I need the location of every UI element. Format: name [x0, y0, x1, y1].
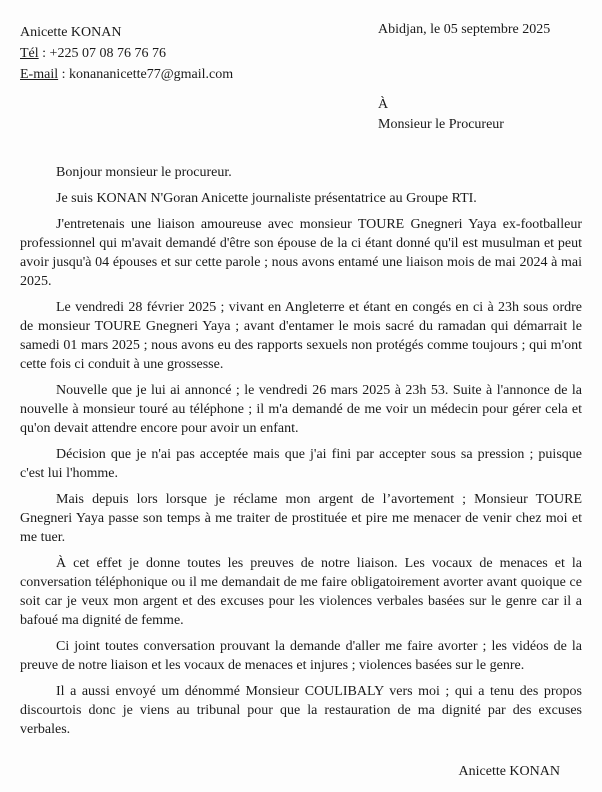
paragraph-attachments: Ci joint toutes conversation prouvant la demande d'aller me faire avorter ; les vidéos de la preuve de notre liaison et les vocaux de menaces et injures ; violences basées sur le genre.: [20, 639, 582, 673]
sender-email: [20, 64, 582, 85]
paragraph-liaison: J'entretenais une liaison amoureuse avec monsieur TOURE Gnegneri Yaya ex-footballeur professionnel qui m'avait demandé d'être son épouse de la ci étant donné qu'il est musulman et peut avoir jusqu'à 04 épouses et sur cette parole ; nous avons entamé une liaison mois de mai 2024 à mai 2025.: [20, 217, 582, 289]
letter-body: [20, 163, 582, 739]
paragraph-announcement: Nouvelle que je lui ai annoncé ; le vendredi 26 mars 2025 à 23h 53. Suite à l'annonce de la nouvelle à monsieur touré au téléphone ; il m'a demandé de me voir un médecin pour gérer cela et qu'on devait attendre encore pour avoir un enfant.: [20, 383, 582, 436]
paragraph-evidence: À cet effet je donne toutes les preuves de notre liaison. Les vocaux de menaces et la conversation téléphonique ou il me demandait de me faire obligatoirement avorter avant quoique ce soit car je veux mon argent et des excuses pour les violences verbales basées sur le genre car il a bafoué ma dignité de femme.: [20, 556, 582, 628]
sender-phone: [20, 43, 582, 64]
paragraph-coulibaly: Il a aussi envoyé um dénommé Monsieur COULIBALY vers moi ; qui a tenu des propos discourtois donc je viens au tribunal pour que la restauration de ma dignité par des excuses verbales.: [20, 684, 582, 737]
recipient-to: À: [378, 97, 389, 112]
email-value: : konananicette77@gmail.com: [58, 67, 234, 82]
paragraph-threats: Mais depuis lors lorsque je réclame mon argent de l’avortement ; Monsieur TOURE Gnegneri Yaya passe son temps à me traiter de prostituée et pire me menacer de venir chez moi et me tuer.: [20, 492, 582, 545]
paragraph-events-february: Le vendredi 28 février 2025 ; vivant en Angleterre et étant en congés en ci à 23h sous ordre de monsieur TOURE Gnegneri Yaya ; avant d'entamer le mois sacré du ramadan qui démarrait le samedi 01 mars 2025 ; nous avons eu des rapports sexuels non protégés comme toujours ; qui m'ont cette fois ci conduit à une grossesse.: [20, 300, 582, 372]
paragraph-introduction: Je suis KONAN N'Goran Anicette journaliste présentatrice au Groupe RTI.: [56, 191, 477, 206]
recipient-name: Monsieur le Procureur: [378, 117, 504, 132]
sender-name: Anicette KONAN: [20, 25, 122, 40]
paragraph-decision: Décision que je n'ai pas acceptée mais que j'ai fini par accepter sous sa pression ; puisque c'est lui l'homme.: [20, 447, 582, 481]
signature: Anicette KONAN: [458, 764, 560, 779]
letter-header: [20, 22, 582, 85]
phone-label: Tél: [20, 46, 39, 61]
phone-value: : +225 07 08 76 76 76: [38, 46, 166, 61]
date-line: Abidjan, le 05 septembre 2025: [378, 22, 551, 37]
email-label: E-mail: [20, 67, 59, 82]
paragraph-greeting: Bonjour monsieur le procureur.: [56, 165, 232, 180]
recipient-block: [378, 95, 582, 135]
